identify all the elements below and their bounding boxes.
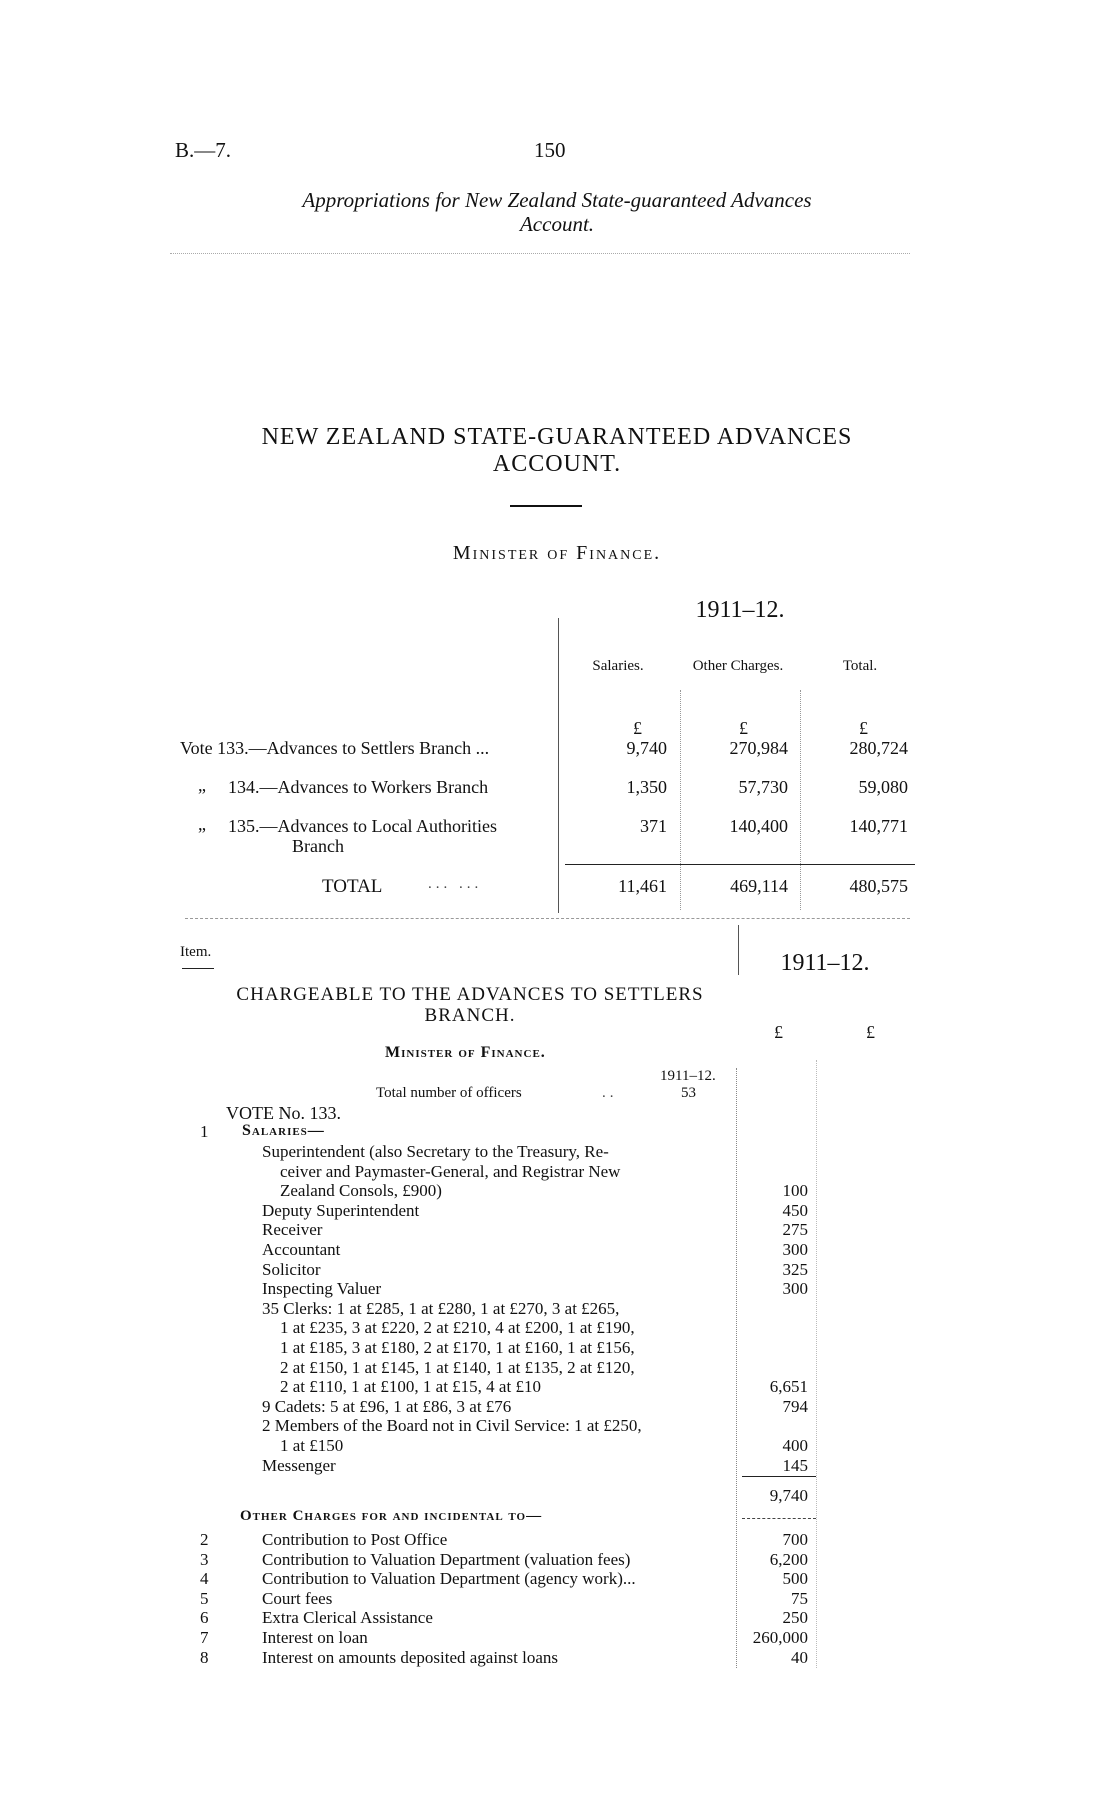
salary-line-amount: 300: [782, 1240, 808, 1259]
section-heading-line2: BRANCH.: [424, 1005, 516, 1026]
salary-line-text: ceiver and Paymaster-General, and Registrar New: [280, 1161, 621, 1181]
salary-line-amount: 400: [782, 1436, 808, 1455]
other-charges-rule: [742, 1518, 816, 1519]
salary-line-amount: 6,651: [769, 1377, 808, 1397]
other-line-text: Contribution to Post Office: [262, 1530, 448, 1549]
other-line-item: 7: [200, 1628, 209, 1647]
pound-salaries: £: [633, 718, 642, 738]
summary-row-other: 57,730: [738, 777, 788, 797]
summary-row-other: 270,984: [729, 738, 788, 758]
running-title-line1: Appropriations for New Zealand State-guaranteed Advances: [302, 188, 812, 212]
salary-line-text: Superintendent (also Secretary to the Treasury, Re-: [262, 1142, 609, 1161]
salary-line-text: Accountant: [262, 1240, 341, 1259]
salary-line-text: Deputy Superintendent: [262, 1200, 420, 1220]
salary-line-text: 1 at £185, 3 at £180, 2 at £170, 1 at £160, 1 at £156,: [280, 1338, 635, 1357]
other-line-item: 3: [200, 1549, 209, 1569]
title-rule: [510, 505, 582, 507]
officers-count: 53: [681, 1085, 696, 1101]
col-other-header: Other Charges.: [692, 658, 784, 674]
other-line-amount: 250: [782, 1608, 808, 1628]
section-pound-1: £: [774, 1022, 783, 1042]
page-number: 150: [534, 138, 566, 162]
salary-line-text: 1 at £235, 3 at £220, 2 at £210, 4 at £200, 1 at £190,: [280, 1318, 635, 1338]
section-minister: Minister of Finance.: [385, 1044, 546, 1061]
salary-line-text: 1 at £150: [280, 1436, 344, 1455]
running-title-line2: Account.: [519, 212, 595, 236]
summary-row-total: 280,724: [849, 738, 908, 758]
summary-row-label: 134.—Advances to Workers Branch: [228, 777, 489, 797]
summary-total-dots: ... ...: [428, 876, 483, 892]
item-label-rule: [182, 968, 214, 969]
other-line-item: 4: [200, 1569, 209, 1589]
summary-row-salaries: 371: [640, 816, 667, 836]
minister-heading: Minister of Finance.: [452, 542, 662, 564]
officers-label: Total number of officers: [376, 1085, 522, 1101]
page-ref: B.—7.: [175, 138, 232, 162]
other-line-item: 2: [200, 1530, 209, 1549]
other-line-amount: 700: [782, 1530, 808, 1549]
summary-row-label-cont: Branch: [292, 836, 344, 856]
salaries-total-rule: [742, 1476, 816, 1477]
other-line-text: Contribution to Valuation Department (agency work)...: [262, 1569, 636, 1589]
salary-line-text: 2 at £150, 1 at £145, 1 at £140, 1 at £135, 2 at £120,: [280, 1357, 635, 1377]
summary-year: 1911–12.: [695, 597, 785, 623]
salary-line-text: 2 at £110, 1 at £100, 1 at £15, 4 at £10: [280, 1377, 541, 1397]
other-line-amount: 260,000: [752, 1628, 808, 1647]
summary-row-label: Vote 133.—Advances to Settlers Branch ...: [180, 738, 490, 758]
amount-column-divider: [736, 1068, 737, 1668]
section-heading-line1: CHARGEABLE TO THE ADVANCES TO SETTLERS: [236, 984, 704, 1005]
other-line-text: Interest on amounts deposited against loans: [262, 1647, 559, 1667]
other-line-text: Court fees: [262, 1588, 333, 1608]
summary-row-prefix: „: [198, 814, 206, 834]
summary-row-salaries: 9,740: [626, 738, 667, 758]
summary-row-other: 140,400: [729, 816, 788, 836]
other-line-text: Contribution to Valuation Department (valuation fees): [262, 1549, 631, 1569]
salary-line-text: 2 Members of the Board not in Civil Service: 1 at £250,: [262, 1416, 642, 1436]
summary-total-label: TOTAL: [322, 876, 383, 897]
summary-row-total: 140,771: [849, 816, 908, 836]
salary-line-amount: 794: [782, 1396, 808, 1416]
salary-line-text: Receiver: [262, 1220, 323, 1240]
item-column-label: Item.: [180, 944, 212, 960]
salary-line-amount: 100: [782, 1181, 808, 1201]
salary-line-text: Solicitor: [262, 1259, 321, 1279]
other-line-amount: 40: [791, 1647, 808, 1667]
section-year: 1911–12.: [780, 950, 870, 976]
salaries-total: 9,740: [769, 1486, 808, 1505]
summary-row-prefix: „: [198, 775, 206, 795]
salary-line-amount: 325: [782, 1259, 808, 1279]
salary-line-amount: 145: [782, 1455, 808, 1475]
section-pound-2: £: [866, 1022, 875, 1042]
salaries-item-number: 1: [200, 1122, 209, 1141]
summary-row-total: 59,080: [858, 777, 908, 797]
salary-line-amount: 275: [782, 1220, 808, 1240]
summary-total-other: 469,114: [730, 876, 788, 896]
other-line-item: 6: [200, 1608, 209, 1628]
summary-divider-1: [558, 618, 559, 913]
summary-row-salaries: 1,350: [626, 777, 667, 797]
salary-line-text: 9 Cadets: 5 at £96, 1 at £86, 3 at £76: [262, 1396, 512, 1416]
running-title-rule: [170, 253, 910, 254]
summary-total-total: 480,575: [849, 876, 908, 896]
pound-total: £: [859, 718, 868, 738]
col-total-header: Total.: [842, 658, 878, 674]
section-year-divider: [738, 925, 739, 975]
salary-line-text: Messenger: [262, 1455, 336, 1475]
other-line-amount: 6,200: [769, 1549, 808, 1569]
main-title-line1: NEW ZEALAND STATE-GUARANTEED ADVANCES: [261, 424, 853, 450]
summary-row-label: 135.—Advances to Local Authorities: [228, 816, 497, 836]
summary-total-rule: [565, 864, 915, 865]
other-line-text: Interest on loan: [262, 1628, 368, 1647]
other-charges-heading: Other Charges for and incidental to—: [240, 1508, 543, 1524]
other-line-amount: 75: [791, 1588, 808, 1608]
amount-column-divider-2: [816, 1060, 817, 1668]
officers-year: 1911–12.: [660, 1068, 716, 1084]
col-salaries-header: Salaries.: [592, 658, 644, 674]
officers-dots: ..: [602, 1085, 618, 1101]
main-title-line2: ACCOUNT.: [492, 451, 622, 477]
pound-other: £: [739, 718, 748, 738]
salary-line-text: 35 Clerks: 1 at £285, 1 at £280, 1 at £270, 3 at £265,: [262, 1298, 620, 1318]
vote-number: VOTE No. 133.: [226, 1103, 341, 1123]
salaries-heading: Salaries—: [242, 1122, 325, 1139]
salary-line-text: Zealand Consols, £900): [280, 1181, 442, 1201]
summary-bottom-rule: [185, 918, 910, 919]
salary-line-amount: 300: [782, 1279, 808, 1299]
salary-line-text: Inspecting Valuer: [262, 1279, 382, 1299]
other-line-item: 5: [200, 1588, 209, 1608]
other-line-item: 8: [200, 1647, 209, 1667]
other-line-amount: 500: [782, 1569, 808, 1589]
salary-line-amount: 450: [782, 1200, 808, 1220]
other-line-text: Extra Clerical Assistance: [262, 1608, 433, 1628]
summary-total-salaries: 11,461: [618, 876, 667, 896]
